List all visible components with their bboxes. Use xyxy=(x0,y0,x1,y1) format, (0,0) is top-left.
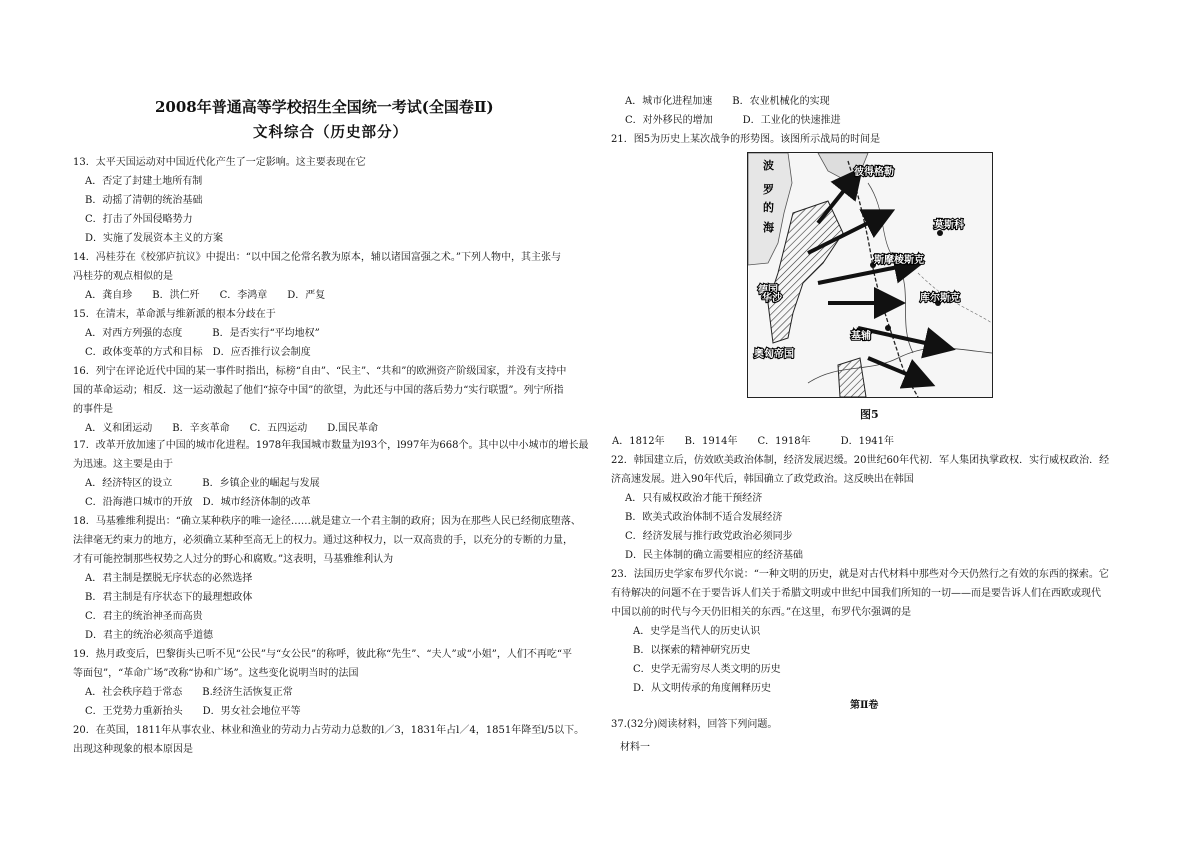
right-line: 22．韩国建立后，仿效欧美政治体制，经济发展迟缓。20世纪60年代初．军人集团执掌政权．实行威权政治．经 xyxy=(611,455,1110,466)
map-label-baltic-4: 海 xyxy=(763,221,774,234)
map-label-smolensk: 斯摩棱斯克 xyxy=(874,255,924,266)
right-line: 37.(32分)阅读材料，回答下列问题。 xyxy=(611,719,778,730)
left-line: 才有可能控制那些权势之人过分的野心和腐败。”这表明，马基雅维利认为 xyxy=(73,554,394,565)
left-line: B．动摇了清朝的统治基础 xyxy=(85,195,203,206)
left-line: 13．太平天国运动对中国近代化产生了一定影响。这主要表现在它 xyxy=(73,157,366,168)
left-line: A．君主制是摆脱无序状态的必然选择 xyxy=(85,573,253,584)
left-line: A．经济特区的设立 B．乡镇企业的崛起与发展 xyxy=(85,478,320,489)
right-line: B．以探索的精神研究历史 xyxy=(633,645,751,656)
left-line: C．沿海港口城市的开放 D．城市经济体制的改革 xyxy=(85,497,311,508)
map-label-baltic-3: 的 xyxy=(763,201,774,214)
right-line: B．欧美式政治体制不适合发展经济 xyxy=(625,512,783,523)
left-line: 17．改革开放加速了中国的城市化进程。1978年我国城市数量为l93个，l997年为668个。其中以中小城市的增长最 xyxy=(73,440,589,451)
paper-subtitle: 文科综合（历史部分） xyxy=(253,124,408,141)
right-line: C．史学无需穷尽人类文明的历史 xyxy=(633,664,781,675)
right-line: A．史学是当代人的历史认识 xyxy=(633,626,761,637)
right-line: A．1812年 B．1914年 C．1918年 D．1941年 xyxy=(612,436,895,447)
left-line: 15．在清末，革命派与维新派的根本分歧在于 xyxy=(73,309,276,320)
right-line: 有待解决的问题不在于要告诉人们关于希腊文明或中世纪中国我们所知的一切——而是要告诉人们在西欧或现代 xyxy=(611,588,1101,599)
left-line: 16．列宁在评论近代中国的某一事件时指出，标榜“自由”、“民主”、“共和”的欧洲资产阶级国家，并没有支持中 xyxy=(73,366,567,377)
section-2-heading: 第Ⅱ卷 xyxy=(850,700,879,711)
left-line: A．义和团运动 B．辛亥革命 C．五四运动 D.国民革命 xyxy=(85,423,379,434)
left-line: D．实施了发展资本主义的方案 xyxy=(85,233,224,244)
left-line: 20．在英国，1811年从事农业、林业和渔业的劳动力占劳动力总数的l／3，1831年占l／4，1851年降至l/5以下。 xyxy=(73,725,585,736)
left-line: C．政体变革的方式和目标 D．应否推行议会制度 xyxy=(85,347,311,358)
map-label-baltic-1: 波 xyxy=(763,159,774,172)
left-line: 的事件是 xyxy=(73,404,113,415)
left-line: 法律毫无约束力的地方，必须确立某种至高无上的权力。通过这种权力，以一双高贵的手，以充分的专断的力量， xyxy=(73,535,573,546)
left-line: 国的革命运动；相反．这一运动激起了他们“掠夺中国”的欲望，为此还与中国的落后势力“实行联盟”。列宁所指 xyxy=(73,385,564,396)
left-line: 18．马基雅维利提出：“确立某种秩序的唯一途径……就是建立一个君主制的政府；因为在那些人民已经彻底堕落、 xyxy=(73,516,581,527)
right-line: C．对外移民的增加 D．工业化的快速推进 xyxy=(625,115,841,126)
right-line: 材料一 xyxy=(620,742,650,753)
right-line: A．只有威权政治才能干预经济 xyxy=(625,493,763,504)
left-line: A．龚自珍 B．洪仁歼 C．李鸿章 D．严复 xyxy=(85,290,326,301)
right-line: 济高速发展。进入90年代后，韩国确立了政党政治。这反映出在韩国 xyxy=(611,474,914,485)
left-line: C．打击了外国侵略势力 xyxy=(85,214,193,225)
right-line: 23．法国历史学家布罗代尔说：“一种文明的历史，就是对古代材料中那些对今天仍然行之有效的东西的探索。它 xyxy=(611,569,1109,580)
right-line: 21．图5为历史上某次战争的形势图。该图所示战局的时间是 xyxy=(611,134,881,145)
map-label-baltic-2: 罗 xyxy=(763,183,774,196)
war-map-figure xyxy=(747,152,993,398)
left-line: 等面包”，“革命广场”改称“协和广场”。这些变化说明当时的法国 xyxy=(73,668,359,679)
right-line: 中国以前的时代与今天仍旧相关的东西。”在这里，布罗代尔强调的是 xyxy=(611,607,912,618)
paper-title: 2008年普通高等学校招生全国统一考试(全国卷Ⅱ) xyxy=(155,98,494,116)
right-line: A．城市化进程加速 B．农业机械化的实现 xyxy=(625,96,830,107)
war-map xyxy=(748,153,992,397)
right-line: C．经济发展与推行政党政治必须同步 xyxy=(625,531,793,542)
right-line: D．民主体制的确立需要相应的经济基础 xyxy=(625,550,804,561)
left-line: C．王党势力重新抬头 D．男女社会地位平等 xyxy=(85,706,301,717)
map-label-kursk: 库尔斯克 xyxy=(920,293,960,304)
map-label-poland: 华沙 xyxy=(762,293,782,304)
left-line: 为迅速。这主要是由于 xyxy=(73,459,173,470)
map-label-kyiv: 基辅 xyxy=(851,331,871,342)
left-line: A．否定了封建土地所有制 xyxy=(85,176,203,187)
left-line: C．君主的统治神圣而高贵 xyxy=(85,611,203,622)
map-label-moscow: 莫斯科 xyxy=(934,220,964,231)
map-label-leningrad: 彼得格勒 xyxy=(854,167,894,178)
left-line: A．社会秩序趋于常态 B.经济生活恢复正常 xyxy=(85,687,293,698)
left-line: B．君主制是有序状态下的最理想政体 xyxy=(85,592,253,603)
map-label-austria: 奥匈帝国 xyxy=(754,349,794,360)
left-line: 冯桂芬的观点相似的是 xyxy=(73,271,173,282)
left-line: 出现这种现象的根本原因是 xyxy=(73,744,193,755)
figure-caption: 图5 xyxy=(860,408,879,421)
right-line: D．从文明传承的角度阐释历史 xyxy=(633,683,772,694)
left-line: D．君主的统治必须高乎道德 xyxy=(85,630,214,641)
left-line: 14．冯桂芬在《校邠庐抗议》中提出：“以中国之伦常名教为原本，辅以诸国富强之术。”下列人物中，其主张与 xyxy=(73,252,561,263)
map-label-prussia: 德国 xyxy=(758,285,778,296)
left-line: 19．热月政变后，巴黎街头已听不见“公民”与“女公民”的称呼，彼此称“先生”、“夫人”或“小姐”，人们不再吃“平 xyxy=(73,649,572,660)
left-line: A．对西方列强的态度 B．是否实行“平均地权” xyxy=(85,328,320,339)
